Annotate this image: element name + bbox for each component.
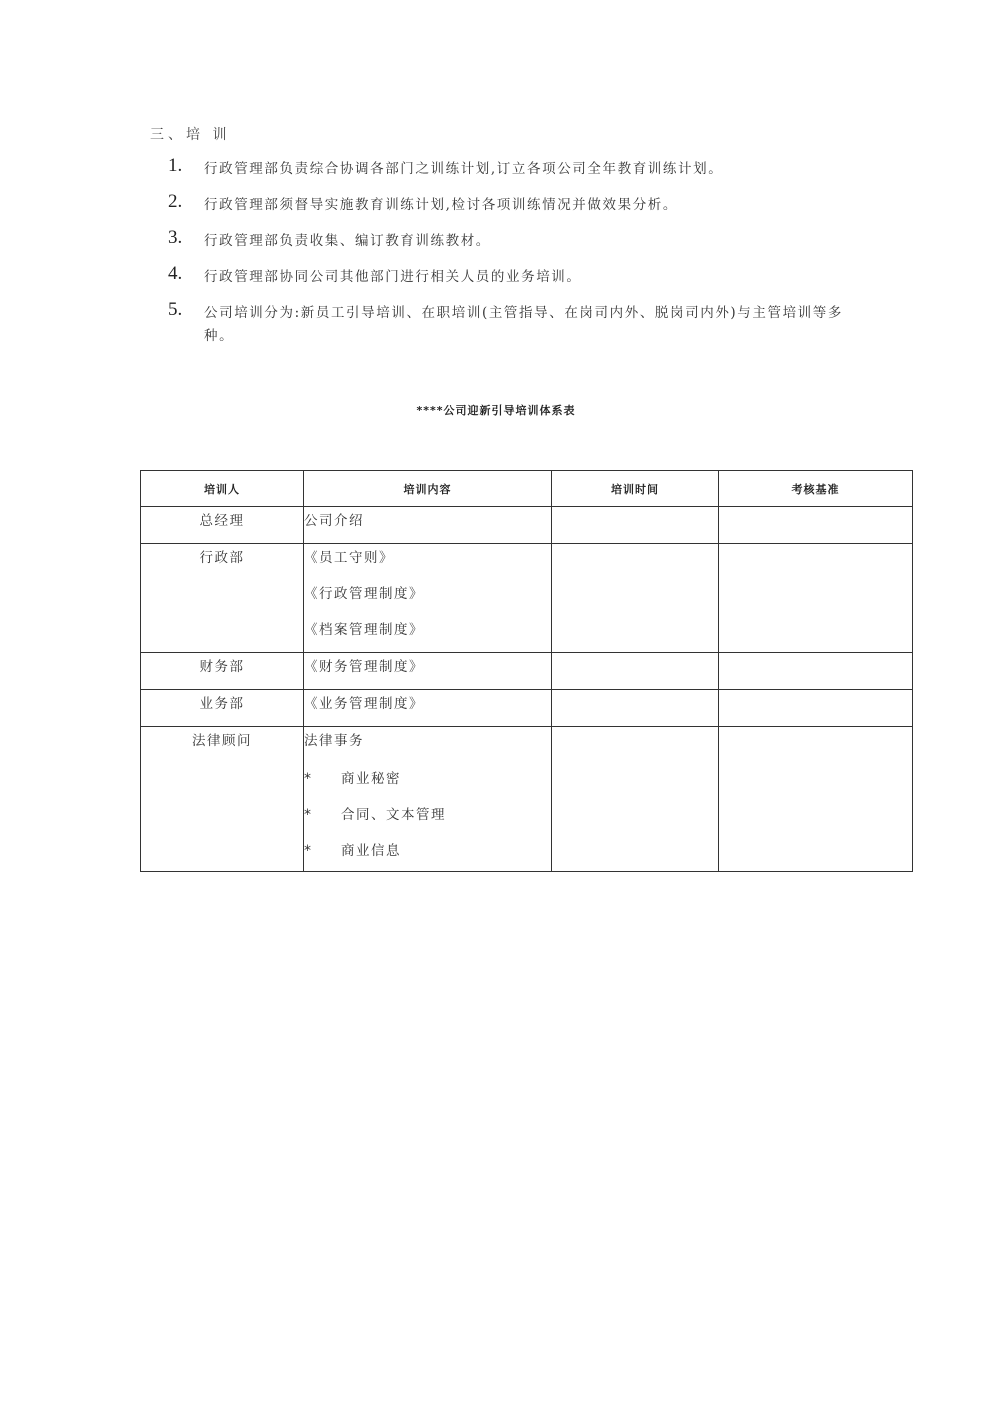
- content-line: 《员工守则》: [304, 550, 394, 566]
- header-trainer: 培训人: [141, 471, 304, 507]
- list-item-number: 2.: [168, 191, 183, 212]
- content-line: 《财务管理制度》: [304, 659, 424, 675]
- content-line: 公司介绍: [304, 513, 364, 529]
- criteria-cell: [719, 727, 913, 872]
- content-cell: [304, 544, 552, 653]
- criteria-cell: [719, 690, 913, 727]
- list-item-text: 行政管理部协同公司其他部门进行相关人员的业务培训。: [204, 269, 582, 285]
- section-heading: 三、培 训: [150, 127, 231, 143]
- bullet-star: *: [304, 807, 313, 823]
- time-cell: [552, 507, 719, 544]
- content-cell: [304, 653, 552, 690]
- bullet-text: 商业秘密: [341, 771, 401, 787]
- list-item: [168, 263, 868, 289]
- trainer-cell: 财务部: [141, 653, 304, 690]
- time-cell: [552, 653, 719, 690]
- content-line: 《行政管理制度》: [304, 586, 424, 602]
- table-row: [141, 727, 913, 872]
- content-cell: [304, 507, 552, 544]
- table-row: [141, 544, 913, 653]
- list-item: [168, 227, 868, 253]
- header-time: 培训时间: [552, 471, 719, 507]
- time-cell: [552, 544, 719, 653]
- bullet-star: *: [304, 843, 313, 859]
- criteria-cell: [719, 507, 913, 544]
- content-line: 法律事务: [304, 733, 364, 749]
- content-line: 《业务管理制度》: [304, 696, 424, 712]
- list-item-number: 3.: [168, 227, 183, 248]
- list-item: [168, 191, 868, 217]
- criteria-cell: [719, 544, 913, 653]
- list-item-number: 4.: [168, 263, 183, 284]
- bullet-line: [304, 833, 551, 869]
- bullet-line: [304, 797, 551, 833]
- trainer-cell: 总经理: [141, 507, 304, 544]
- list-item-text: 行政管理部须督导实施教育训练计划,检讨各项训练情况并做效果分析。: [204, 197, 678, 213]
- table-header-row: [141, 471, 913, 507]
- criteria-cell: [719, 653, 913, 690]
- content-cell: [304, 690, 552, 727]
- trainer-cell: 法律顾问: [141, 727, 304, 872]
- list-item: [168, 299, 868, 348]
- table-row: [141, 653, 913, 690]
- header-content: 培训内容: [304, 471, 552, 507]
- list-item-text: 公司培训分为:新员工引导培训、在职培训(主管指导、在岗司内外、脱岗司内外)与主管培训等多种。: [204, 305, 843, 344]
- list-item-number: 5.: [168, 299, 183, 320]
- training-responsibility-list: [168, 155, 868, 361]
- header-criteria: 考核基准: [719, 471, 913, 507]
- content-cell: [304, 727, 552, 872]
- time-cell: [552, 727, 719, 872]
- bullet-text: 合同、文本管理: [341, 807, 446, 823]
- trainer-cell: 业务部: [141, 690, 304, 727]
- list-item-text: 行政管理部负责综合协调各部门之训练计划,订立各项公司全年教育训练计划。: [204, 161, 724, 177]
- time-cell: [552, 690, 719, 727]
- list-item: [168, 155, 868, 181]
- table-row: [141, 690, 913, 727]
- training-system-table: [140, 470, 913, 872]
- list-item-text: 行政管理部负责收集、编订教育训练教材。: [204, 233, 491, 249]
- trainer-cell: 行政部: [141, 544, 304, 653]
- table-row: [141, 507, 913, 544]
- list-item-number: 1.: [168, 155, 183, 176]
- bullet-text: 商业信息: [341, 843, 401, 859]
- content-line: 《档案管理制度》: [304, 622, 424, 638]
- bullet-star: *: [304, 771, 313, 787]
- table-title: ****公司迎新引导培训体系表: [416, 404, 576, 417]
- bullet-line: [304, 761, 551, 797]
